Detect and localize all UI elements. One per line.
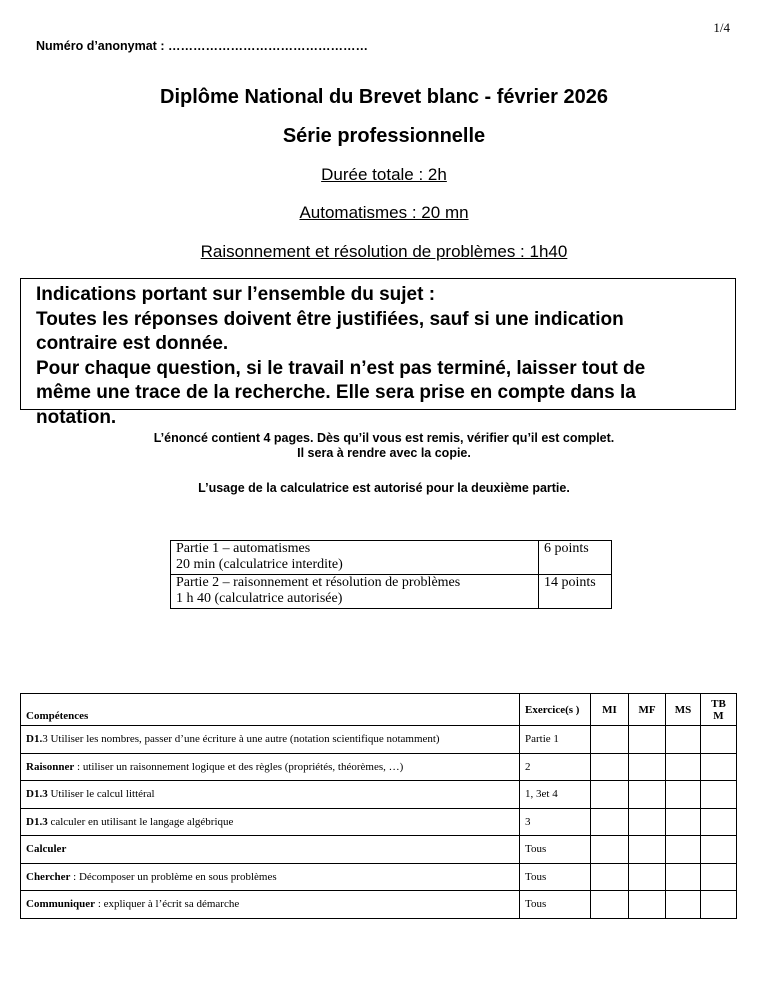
part-description: Partie 2 – raisonnement et résolution de problèmes 1 h 40 (calculatrice autorisée) (171, 575, 539, 609)
mi-cell[interactable] (591, 863, 629, 891)
table-row (21, 808, 737, 836)
competences-table (20, 693, 737, 919)
tbm-cell[interactable] (701, 836, 737, 864)
tbm-cell[interactable] (701, 891, 737, 919)
mi-cell[interactable] (591, 891, 629, 919)
table-row (171, 575, 612, 609)
competence-cell: D1.3 calculer en utilisant le langage algébrique (21, 808, 520, 836)
mf-cell[interactable] (629, 836, 666, 864)
duration-raisonnement: Raisonnement et résolution de problèmes : 1h40 (200, 242, 568, 261)
mf-cell[interactable] (629, 781, 666, 809)
mi-cell[interactable] (591, 781, 629, 809)
competence-cell: Raisonner : utiliser un raisonnement logique et des règles (propriétés, théorèmes, …) (21, 753, 520, 781)
competence-cell: Communiquer : expliquer à l’écrit sa démarche (21, 891, 520, 919)
mi-cell[interactable] (591, 726, 629, 754)
table-row (171, 541, 612, 575)
ms-cell[interactable] (666, 808, 701, 836)
ms-cell[interactable] (666, 836, 701, 864)
mf-cell[interactable] (629, 753, 666, 781)
exercice-cell: 2 (520, 753, 591, 781)
exercice-cell: Partie 1 (520, 726, 591, 754)
header-competences: Compétences (21, 694, 520, 726)
exercice-cell: Tous (520, 836, 591, 864)
indications-line: Toutes les réponses doivent être justifiées, sauf si une indication (36, 308, 624, 330)
tbm-cell[interactable] (701, 808, 737, 836)
exercice-cell: 1, 3et 4 (520, 781, 591, 809)
indications-line: notation. (36, 406, 117, 428)
ms-cell[interactable] (666, 753, 701, 781)
ms-cell[interactable] (666, 781, 701, 809)
competence-cell: D1.3 Utiliser les nombres, passer d’une écriture à une autre (notation scientifique notamment) (21, 726, 520, 754)
part-points: 14 points (539, 575, 612, 609)
tbm-cell[interactable] (701, 781, 737, 809)
duration-automatismes: Automatismes : 20 mn (299, 203, 469, 222)
part-points: 6 points (539, 541, 612, 575)
series-title: Série professionnelle (282, 125, 486, 147)
indications-line: même une trace de la recherche. Elle sera prise en compte dans la (36, 382, 636, 403)
exercice-cell: 3 (520, 808, 591, 836)
indications-line: Indications portant sur l’ensemble du sujet : (36, 284, 436, 305)
duration-total: Durée totale : 2h (321, 165, 447, 184)
exercice-cell: Tous (520, 863, 591, 891)
table-row (21, 836, 737, 864)
header-mi: MI (591, 694, 629, 726)
table-row (21, 863, 737, 891)
mi-cell[interactable] (591, 753, 629, 781)
indications-box (20, 278, 736, 428)
header-exercices: Exercice(s ) (520, 694, 591, 726)
mi-cell[interactable] (591, 808, 629, 836)
ms-cell[interactable] (666, 863, 701, 891)
indications-line: Pour chaque question, si le travail n’est pas terminé, laisser tout de (36, 357, 646, 379)
header-ms: MS (666, 694, 701, 726)
mf-cell[interactable] (629, 891, 666, 919)
ms-cell[interactable] (666, 891, 701, 919)
tbm-cell[interactable] (701, 753, 737, 781)
competence-cell: Calculer (21, 836, 520, 864)
competence-cell: Chercher : Décomposer un problème en sous problèmes (21, 863, 520, 891)
competence-cell: D1.3 Utiliser le calcul littéral (21, 781, 520, 809)
table-row (21, 891, 737, 919)
ms-cell[interactable] (666, 726, 701, 754)
mf-cell[interactable] (629, 726, 666, 754)
mi-cell[interactable] (591, 836, 629, 864)
table-row (21, 726, 737, 754)
mf-cell[interactable] (629, 808, 666, 836)
table-row (21, 753, 737, 781)
table-header-row (21, 694, 737, 726)
indications-line: contraire est donnée. (36, 333, 229, 354)
exam-title: Diplôme National du Brevet blanc - février 2026 (160, 86, 608, 108)
exercice-cell: Tous (520, 891, 591, 919)
parts-table (170, 540, 612, 609)
page-number: 1/4 (713, 20, 730, 35)
header-mf: MF (629, 694, 666, 726)
anonymat-field: Numéro d’anonymat : ………………………………………… (36, 39, 368, 53)
header-tbm: TB M (701, 694, 737, 726)
table-row (21, 781, 737, 809)
page-count-notice (0, 431, 768, 461)
notice-line: L’énoncé contient 4 pages. Dès qu’il vous est remis, vérifier qu’il est complet. (153, 431, 615, 445)
tbm-cell[interactable] (701, 863, 737, 891)
mf-cell[interactable] (629, 863, 666, 891)
notice-line: Il sera à rendre avec la copie. (297, 446, 471, 460)
part-description: Partie 1 – automatismes 20 min (calculatrice interdite) (171, 541, 539, 575)
calculator-notice: L’usage de la calculatrice est autorisé pour la deuxième partie. (198, 481, 570, 495)
tbm-cell[interactable] (701, 726, 737, 754)
